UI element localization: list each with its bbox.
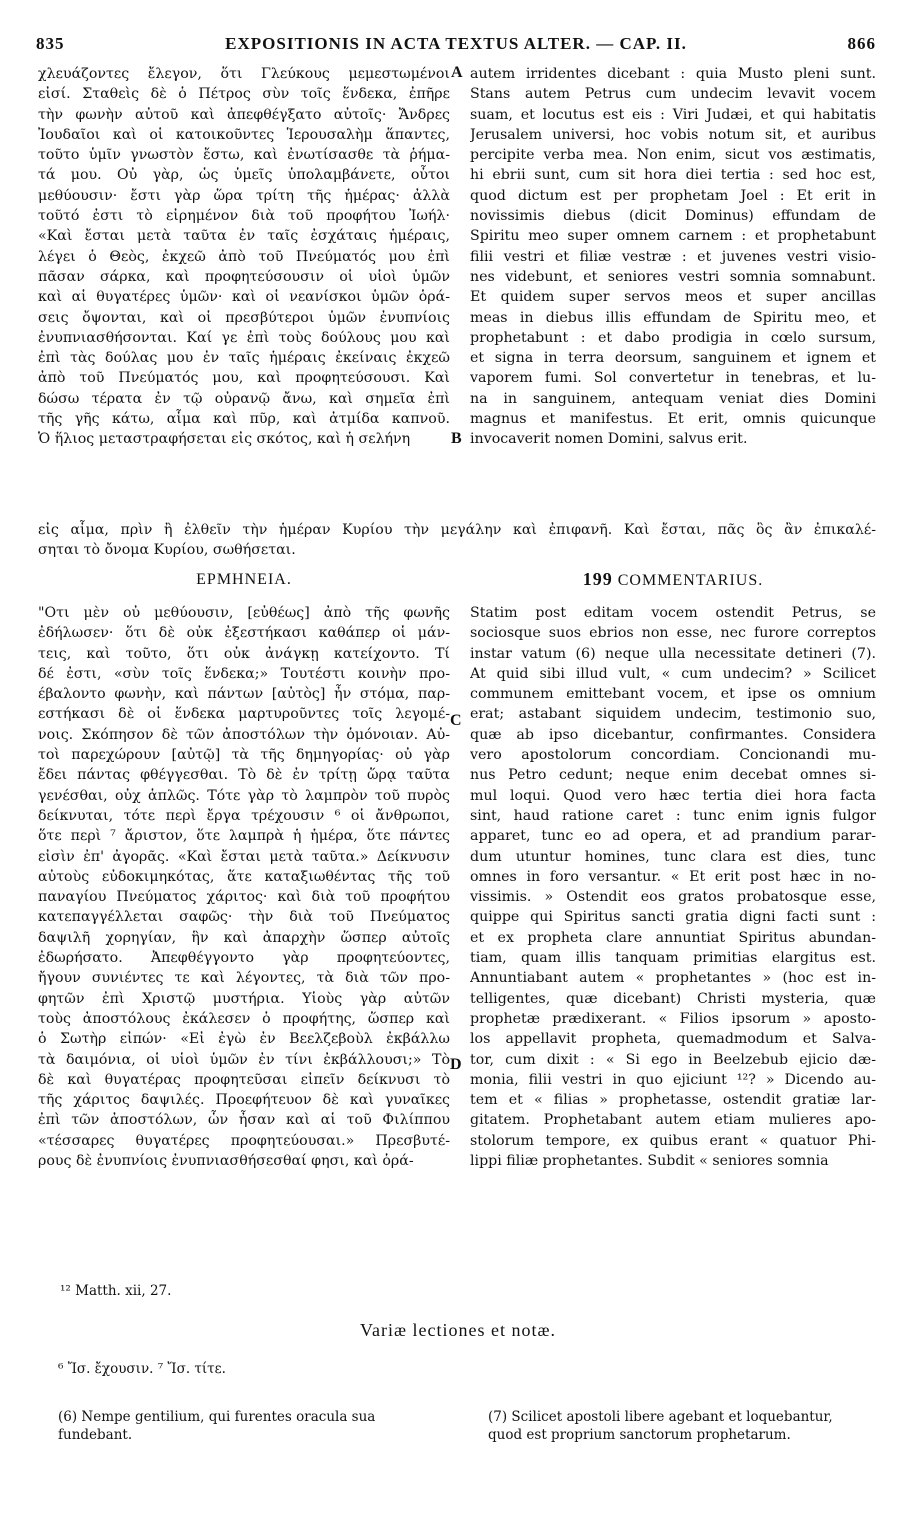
text-line: τοῦτο ὑμῖν γνωστὸν ἔστω, καὶ ἐνωτίσασθε τὰ ῥήμα- bbox=[38, 147, 450, 164]
text-line: καὶ αἱ θυγατέρες ὑμῶν· καὶ οἱ νεανίσκοι ὑμῶν ὁρά- bbox=[38, 289, 450, 306]
text-line: stolorum tempore, ex quibus erant « quatuor Phi- bbox=[470, 1132, 876, 1149]
text-line: tiam, quam illis tanquam primitias elargitus est. bbox=[470, 950, 876, 967]
text-line: "Οτι μὲν οὐ μεθύουσιν, [εὐθέως] ἀπὸ τῆς φωνῆς bbox=[38, 605, 450, 621]
text-line: ἔδει πάντας φθέγγεσθαι. Τὸ δὲ ἐν τρίτῃ ὥρᾳ ταῦτα bbox=[38, 767, 450, 784]
page-number-left: 835 bbox=[36, 34, 65, 53]
text-line: σηται τὸ ὄνομα Κυρίου, σωθήσεται. bbox=[38, 542, 296, 559]
footnote-reference: ¹² Matth. xii, 27. bbox=[60, 1283, 172, 1299]
text-line: Jerusalem universi, hoc vobis notum sit, et auribus bbox=[470, 126, 876, 143]
text-line: Statim post editam vocem ostendit Petrus, se bbox=[470, 605, 876, 621]
variae-heading: Variæ lectiones et notæ. bbox=[360, 1320, 556, 1340]
text-line: τά μου. Οὐ γὰρ, ὡς ὑμεῖς ὑπολαμβάνετε, οὗτοι bbox=[38, 167, 450, 184]
text-line: τῆς γῆς κάτω, αἷμα καὶ πῦρ, καὶ ἀτμίδα καπνοῦ. bbox=[38, 411, 450, 428]
text-line: δώσω τέρατα ἐν τῷ οὐρανῷ ἄνω, καὶ σημεῖα ἐπὶ bbox=[38, 390, 450, 407]
text-line: quod dictum est per prophetam Joel : Et erit in bbox=[470, 187, 876, 204]
text-line: instar vatum (6) neque ulla necessitate detineri (7). bbox=[470, 645, 876, 662]
text-line: et signa in terra deorsum, sanguinem et ignem et bbox=[470, 350, 876, 367]
text-line: κατεπαγγέλλεται σαφῶς· τὴν διὰ τοῦ Πνεύματος bbox=[38, 909, 450, 926]
commentarius-label: COMMENTARIUS. bbox=[617, 572, 764, 589]
margin-marker-a: A bbox=[451, 64, 463, 81]
text-line: na in sanguinem, antequam veniat dies Domini bbox=[470, 390, 876, 407]
text-line: tor, cum dixit : « Si ego in Beelzebub ejicio dæ- bbox=[470, 1051, 876, 1068]
text-line: πᾶσαν σάρκα, καὶ προφητεύσουσιν οἱ υἱοὶ ὑμῶν bbox=[38, 268, 450, 285]
note-7-line-1: (7) Scilicet apostoli libere agebant et loquebantur, bbox=[488, 1409, 833, 1425]
text-line: τὰ δαιμόνια, οἱ υἱοὶ ὑμῶν ἐν τίνι ἐκβάλλουσι;» Τὸ bbox=[38, 1051, 450, 1068]
text-line: nus Petro cedunt; neque enim decebat omnes si- bbox=[470, 767, 876, 784]
text-line: hi ebrii sunt, cum sit hora diei tertia : sed hoc est, bbox=[470, 167, 876, 184]
text-line: sociosque suos ebrios non esse, nec furore correptos bbox=[470, 625, 876, 642]
text-line: χλευάζοντες ἔλεγον, ὅτι Γλεύκους μεμεστωμένοι bbox=[38, 66, 450, 82]
note-7-line-2: quod est proprium sanctorum prophetarum. bbox=[488, 1427, 791, 1443]
text-line: quæ ab ipso dicebantur, confirmantes. Considera bbox=[470, 726, 876, 743]
text-line: λέγει ὁ Θεὸς, ἐκχεῶ ἀπὸ τοῦ Πνεύματός μου ἐπὶ bbox=[38, 248, 450, 265]
text-line: σεις ὄψονται, καὶ οἱ πρεσβύτεροι ὑμῶν ἐνυπνίοις bbox=[38, 309, 450, 326]
text-line: et ex propheta clare annuntiat Spiritus abundan- bbox=[470, 929, 876, 946]
text-line: τοῦτό ἐστι τὸ εἰρημένον διὰ τοῦ προφήτου Ἰωήλ· bbox=[38, 208, 450, 225]
text-line: lippi filiæ prophetantes. Subdit « seniores somnia bbox=[470, 1153, 829, 1170]
text-line: autem irridentes dicebant : quia Musto pleni sunt. bbox=[470, 66, 876, 82]
text-line: tem et « filias » prophetasse, ostendit gratiæ lar- bbox=[470, 1092, 876, 1109]
text-line: prophetabunt : et dabo prodigia in cœlo sursum, bbox=[470, 329, 876, 346]
text-line: vissimis. » Ostendit eos gratos probatosque esse, bbox=[470, 889, 876, 906]
text-line: nes videbunt, et seniores vestri somnia somnabunt. bbox=[470, 268, 876, 285]
text-line: δέ ἐστι, «σὺν τοῖς ἕνδεκα;» Τουτέστι κοινὴν προ- bbox=[38, 665, 450, 682]
text-line: Et quidem super servos meos et super ancillas bbox=[470, 289, 876, 306]
running-title: EXPOSITIONIS IN ACTA TEXTUS ALTER. — CAP. II. bbox=[225, 34, 687, 53]
text-line: τοὺς ἀποστόλους ἐκάλεσεν ὁ προφήτης, ὥσπερ καὶ bbox=[38, 1010, 450, 1027]
text-line: monia, filii vestri in quo ejiciunt ¹²? » Dicendo au- bbox=[470, 1071, 876, 1088]
margin-marker-b: B bbox=[451, 430, 462, 447]
note-6-line-1: (6) Nempe gentilium, qui furentes oracula sua bbox=[58, 1409, 376, 1425]
text-line: communem emittebant vocem, et ipse os omnium bbox=[470, 686, 876, 703]
text-line: ἐνυπνιασθήσονται. Καί γε ἐπὶ τοὺς δούλους μου καὶ bbox=[38, 329, 450, 346]
text-line: mul loqui. Quod vero hæc tertia diei hora facta bbox=[470, 787, 876, 804]
text-line: At quid sibi illud vult, « cum undecim? » Scilicet bbox=[470, 665, 876, 682]
text-line: εἰσὶν ἐπ' ἀγορᾶς. «Καὶ ἔσται μετὰ ταῦτα.» Δείκνυσιν bbox=[38, 848, 450, 865]
text-line: Ἰουδαῖοι καὶ οἱ κατοικοῦντες Ἱερουσαλὴμ ἅπαντες, bbox=[38, 126, 450, 143]
text-line: telligentes, quæ dicebant) Christi mysteria, quæ bbox=[470, 990, 876, 1007]
text-line: meas in diebus illis effundam de Spiritu meo, et bbox=[470, 309, 876, 326]
text-line: τοὶ παρεχώρουν [αὐτῷ] τὰ τῆς δημηγορίας· οὐ γὰρ bbox=[38, 747, 450, 764]
text-line: γενέσθαι, οὐχ ἁπλῶς. Τότε γὰρ τὸ λαμπρὸν τοῦ πυρὸς bbox=[38, 787, 450, 804]
page-number-right: 866 bbox=[847, 34, 876, 53]
text-line: invocaverit nomen Domini, salvus erit. bbox=[470, 431, 748, 448]
column-number: 199 bbox=[582, 569, 613, 589]
text-line: έβαλοντο φωνὴν, καὶ πάντων [αὐτὸς] ἦν στόμα, παρ- bbox=[38, 686, 450, 703]
text-line: Spiritu meo super omnem carnem : et prophetabunt bbox=[470, 228, 876, 245]
text-line: τῆς χάριτος δαψιλές. Προεφήτευον δὲ καὶ γυναῖκες bbox=[38, 1092, 450, 1109]
text-line: vaporem fumi. Sol convertetur in tenebras, et lu- bbox=[470, 370, 876, 387]
note-6-line-2: fundebant. bbox=[58, 1427, 133, 1443]
latin-commentary-column bbox=[470, 603, 876, 1171]
section-heading-commentarius bbox=[470, 569, 876, 590]
text-line: τὴν φωνὴν αὐτοῦ καὶ ἀπεφθέγξατο αὐτοῖς· Ἄνδρες bbox=[38, 106, 450, 123]
greek-scripture-column bbox=[38, 64, 450, 450]
margin-marker-d: D bbox=[450, 1056, 462, 1073]
text-line: ἐπὶ τῶν ἀποστόλων, ὧν ἦσαν καὶ αἱ τοῦ Φιλίππου bbox=[38, 1112, 450, 1129]
text-line: ἐδωρήσατο. Ἀπεφθέγγοντο γὰρ προφητεύοντες, bbox=[38, 950, 450, 967]
text-line: percipite verba mea. Non enim, sicut vos æstimatis, bbox=[470, 147, 876, 164]
text-line: ρους δὲ ἐνυπνίοις ἐνυπνιασθήσεσθαί φησι, καὶ ὁρά- bbox=[38, 1153, 414, 1170]
text-line: εστήκασι δὲ οἱ ἕνδεκα μαρτυροῦντες τοῖς λεγομέ- bbox=[38, 706, 450, 723]
text-line: omnes in foro versantur. « Et erit post hæc in no- bbox=[470, 868, 876, 885]
text-line: filii vestri et filiæ vestræ : et juvenes vestri visio- bbox=[470, 248, 876, 265]
text-line: ἐπὶ τὰς δούλας μου ἐν ταῖς ἡμέραις ἐκείναις ἐκχεῶ bbox=[38, 350, 450, 367]
text-line: quippe qui Spiritus sancti gratia digni facti sunt : bbox=[470, 909, 876, 926]
text-line: εἰσί. Σταθεὶς δὲ ὁ Πέτρος σὺν τοῖς ἕνδεκα, ἐπῆρε bbox=[38, 86, 450, 103]
text-line: τεις, καὶ τοῦτο, ὅτι οὐκ ἀνάγκῃ κατείχοντο. Τί bbox=[38, 645, 450, 662]
note-7 bbox=[488, 1408, 888, 1444]
greek-scripture-span bbox=[38, 520, 876, 561]
text-line: vero apostolorum concordiam. Concionandi mu- bbox=[470, 747, 876, 764]
text-line: ὅτε περὶ ⁷ ἄριστον, ὅτε λαμπρὰ ἡ ἡμέρα, ὅτε πάντες bbox=[38, 828, 450, 845]
text-line: εἰς αἷμα, πρὶν ἢ ἐλθεῖν τὴν ἡμέραν Κυρίου τὴν μεγάλην καὶ ἐπιφανῆ. Καὶ ἔσται, πᾶς ὃς ἂν ἐπικαλέ- bbox=[38, 522, 876, 538]
text-line: apparet, tunc eo ad opera, et ad prandium parar- bbox=[470, 828, 876, 845]
text-line: ἐδήλωσεν· ὅτι δὲ οὐκ ἐξεστήκασι καθάπερ οἱ μάν- bbox=[38, 625, 450, 642]
running-header bbox=[36, 34, 876, 60]
text-line: erat; astabant siquidem undecim, testimonio suo, bbox=[470, 706, 876, 723]
text-line: prophetæ prædixerant. « Filios ipsorum » aposto- bbox=[470, 1010, 876, 1027]
text-line: παναγίου Πνεύματος χάριτος· καὶ διὰ τοῦ προφήτου bbox=[38, 889, 450, 906]
section-heading-hermeneia: ΕΡΜΗΝΕΙΑ. bbox=[196, 571, 292, 588]
variant-readings: ⁶ Ἴσ. ἔχουσιν. ⁷ Ἴσ. τίτε. bbox=[58, 1361, 226, 1377]
text-line: magnus et manifestus. Et erit, omnis quicunque bbox=[470, 411, 876, 428]
text-line: Ὁ ἥλιος μεταστραφήσεται εἰς σκότος, καὶ ἡ σελήνη bbox=[38, 431, 411, 448]
text-line: νοις. Σκόπησον δὲ τῶν ἀποστόλων τὴν ὁμόνοιαν. Αὐ- bbox=[38, 726, 450, 743]
latin-scripture-column bbox=[470, 64, 876, 450]
text-line: novissimis diebus (dicit Dominus) effundam de bbox=[470, 208, 876, 225]
text-line: gitatem. Prophetabant autem etiam mulieres apo- bbox=[470, 1112, 876, 1129]
margin-marker-c: C bbox=[450, 712, 462, 729]
text-line: «Καὶ ἔσται μετὰ ταῦτα ἐν ταῖς ἐσχάταις ἡμέραις, bbox=[38, 228, 450, 245]
text-line: ἀπὸ τοῦ Πνεύματός μου, καὶ προφητεύσουσι. Καὶ bbox=[38, 370, 450, 387]
text-line: ὁ Σωτὴρ εἰπών· «Εἰ ἐγὼ ἐν Βεελζεβοὺλ ἐκβάλλω bbox=[38, 1031, 450, 1048]
greek-commentary-column bbox=[38, 603, 450, 1171]
text-line: Annuntiabant autem « prophetantes » (hoc est in- bbox=[470, 970, 876, 987]
text-line: αὐτοὺς εὐδοκιμηκότας, ἅτε καταξιωθέντας τῆς τοῦ bbox=[38, 868, 450, 885]
text-line: ἤγουν συνιέντες τε καὶ λέγοντες, τὰ διὰ τῶν προ- bbox=[38, 970, 450, 987]
text-line: δαψιλῆ χορηγίαν, ἣν καὶ ἀπαρχὴν ὥσπερ αὐτοῖς bbox=[38, 929, 450, 946]
text-line: μεθύουσιν· ἔστι γὰρ ὥρα τρίτη τῆς ἡμέρας· ἀλλὰ bbox=[38, 187, 450, 204]
text-line: φητῶν ἐπὶ Χριστῷ μυστήρια. Υἱοὺς γὰρ αὐτῶν bbox=[38, 990, 450, 1007]
text-line: dum utuntur homines, tunc clara est dies, tunc bbox=[470, 848, 876, 865]
text-line: suam, et locutus est eis : Viri Judæi, et qui habitatis bbox=[470, 106, 876, 123]
text-line: «τέσσαρες θυγατέρες προφητεύουσαι.» Πρεσβυτέ- bbox=[38, 1132, 450, 1149]
text-line: δείκνυται, τότε περὶ ἔργα τρέχουσιν ⁶ οἱ ἄνθρωποι, bbox=[38, 807, 450, 824]
text-line: sint, haud ratione caret : tunc enim ignis fulgor bbox=[470, 807, 876, 824]
text-line: δὲ καὶ θυγατέρας προφητεῦσαι εἰπεῖν δείκνυσι τὸ bbox=[38, 1071, 450, 1088]
text-line: los appellavit propheta, quemadmodum et Salva- bbox=[470, 1031, 876, 1048]
note-6 bbox=[58, 1408, 450, 1444]
text-line: Stans autem Petrus cum undecim levavit vocem bbox=[470, 86, 876, 103]
